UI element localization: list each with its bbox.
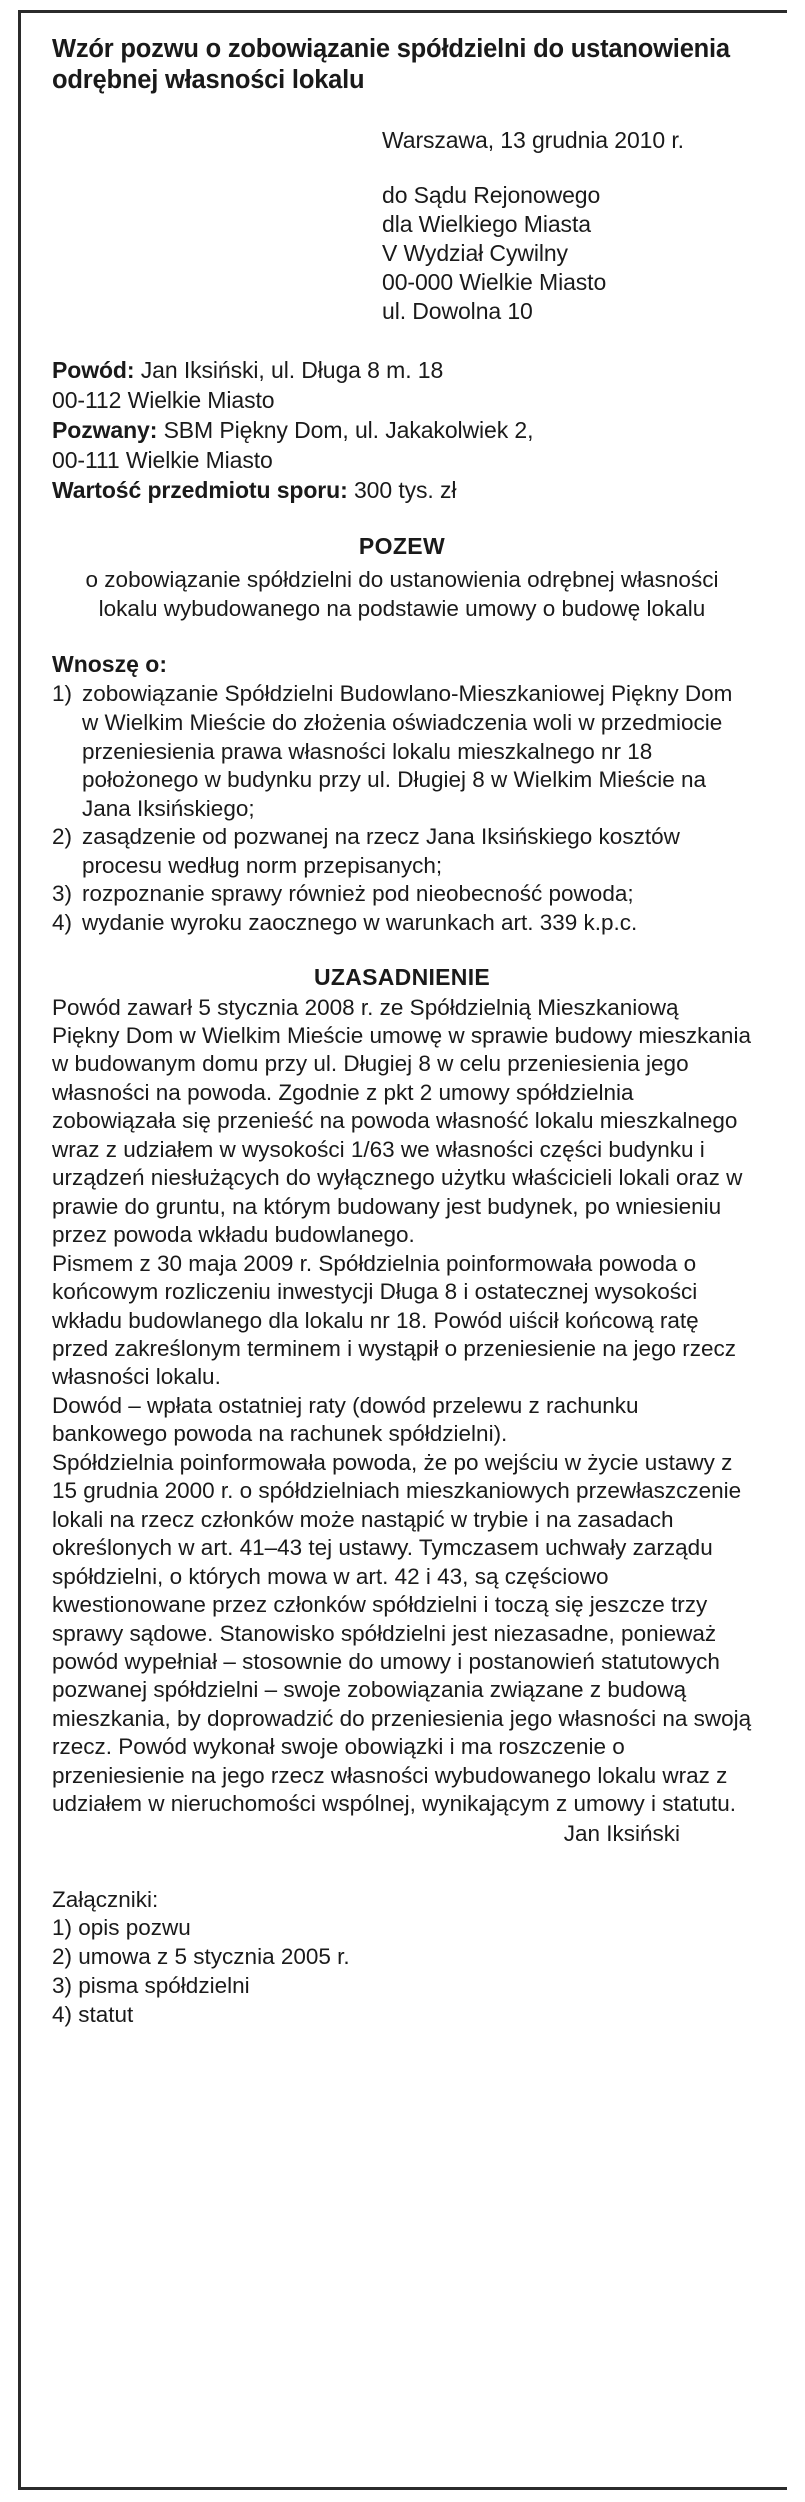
parties-block (52, 356, 752, 505)
subject-line-2: lokalu wybudowanego na podstawie umowy o budowę lokalu (98, 595, 706, 621)
list-item: 3) pisma spółdzielni (52, 1972, 250, 1998)
dispute-value-line (52, 476, 752, 505)
claim-number: 2) (52, 824, 73, 850)
justification-paragraph-2: Pismem z 30 maja 2009 r. Spółdzielnia poinformowała powoda o końcowym rozliczeniu inwestycji Długa 8 i ostatecznej wysokości wkładu budowlanego dla lokalu nr 18. Powód uiścił końcową ratę przed zakreślonym terminem i wystąpił o przeniesienie na jego rzecz własności lokalu. (52, 1250, 737, 1390)
list-item (52, 823, 752, 880)
dispute-value-label: Wartość przedmiotu sporu: (52, 476, 348, 503)
claim-number: 3) (52, 881, 73, 907)
court-line-5: ul. Dowolna 10 (382, 298, 533, 325)
court-address-block (382, 181, 752, 326)
claim-number: 4) (52, 909, 73, 935)
justification-paragraph-1: Powód zawarł 5 stycznia 2008 r. ze Spółdzielnią Mieszkaniową Piękny Dom w Wielkim Mieście umowę w sprawie budowy mieszkania w budowanym domu przy ul. Długiej 8 w celu przeniesienia jego własności na powoda. Zgodnie z pkt 2 umowy spółdzielnia zobowiązała się przenieść na powoda własność lokalu mieszkalnego wraz z udziałem w wysokości 1/63 we własności części budynku i urządzeń niesłużących do wyłącznego użytku właścicieli lokali oraz w prawie do gruntu, na którym budowany jest budynek, po wniesieniu przez powoda wkładu budowlanego. (52, 994, 751, 1248)
list-item (52, 680, 752, 823)
page-title: Wzór pozwu o zobowiązanie spółdzielni do ustanowienia odrębnej własności lokalu (52, 35, 730, 95)
uzasadnienie-heading: UZASADNIENIE (313, 963, 491, 990)
signature: Jan Iksiński (563, 1820, 680, 1846)
plaintiff-value: Jan Iksiński, ul. Długa 8 m. 18 (134, 357, 444, 384)
document-content (52, 34, 752, 2029)
pozew-heading: POZEW (358, 532, 446, 559)
pozew-subject (52, 566, 752, 624)
wnosze-label: Wnoszę o: (52, 651, 167, 678)
attachments-list (52, 1913, 752, 2029)
claim-text: zobowiązanie Spółdzielni Budowlano-Mieszkaniowej Piękny Dom w Wielkim Mieście do złożenia oświadczenia woli w przedmiocie przeniesienia prawa własności lokalu mieszkalnego nr 18 położonego w budynku przy ul. Długiej 8 w Wielkim Mieście na Jana Iksińskiego; (82, 681, 733, 821)
list-item (52, 909, 752, 938)
claim-number: 1) (52, 681, 73, 707)
list-item: 1) opis pozwu (52, 1914, 191, 1940)
claim-text: rozpoznanie sprawy również pod nieobecność powoda; (82, 881, 634, 907)
claim-text: wydanie wyroku zaocznego w warunkach art. 339 k.p.c. (82, 909, 638, 935)
defendant-line (52, 416, 752, 445)
subject-line-1: o zobowiązanie spółdzielni do ustanowienia odrębnej własności (85, 566, 719, 592)
plaintiff-label: Powód: (52, 357, 135, 384)
court-line-2: dla Wielkiego Miasta (382, 211, 591, 238)
court-line-1: do Sądu Rejonowego (382, 182, 601, 209)
justification-paragraph-3: Dowód – wpłata ostatniej raty (dowód przelewu z rachunku bankowego powoda na rachunek spółdzielni). (52, 1392, 639, 1447)
plaintiff-address: 00-112 Wielkie Miasto (52, 387, 275, 413)
plaintiff-line (52, 356, 752, 385)
place-and-date (382, 126, 752, 155)
court-line-4: 00-000 Wielkie Miasto (382, 269, 607, 296)
defendant-label: Pozwany: (52, 416, 158, 443)
list-item: 2) umowa z 5 stycznia 2005 r. (52, 1943, 350, 1969)
justification-paragraph-4: Spółdzielnia poinformowała powoda, że po wejściu w życie ustawy z 15 grudnia 2000 r. o spółdzielniach mieszkaniowych przewłaszczenie lokali na rzecz członków może nastąpić w trybie i na zasadach określonych w art. 41–43 tej ustawy. Tymczasem uchwały zarządu spółdzielni, o których mowa w art. 42 i 43, są częściowo kwestionowane przez członków spółdzielni i toczą się jeszcze trzy sprawy sądowe. Stanowisko spółdzielni jest niezasadne, ponieważ powód wypełniał – stosownie do umowy i postanowień statutowych pozwanej spółdzielni – swoje zobowiązania związane z budową mieszkania, by doprowadzić do przeniesienia jego własności na swoją rzecz. Powód wykonał swoje obowiązki i ma roszczenie o przeniesienie na jego rzecz własności wybudowanego lokalu wraz z udziałem w nieruchomości wspólnej, wynikającym z umowy i statutu. (52, 1449, 752, 1817)
court-line-3: V Wydział Cywilny (382, 240, 568, 267)
defendant-address: 00-111 Wielkie Miasto (52, 446, 273, 473)
dispute-value-amount: 300 tys. zł (347, 476, 457, 503)
attachments-label: Załączniki: (52, 1886, 159, 1912)
claims-list (52, 680, 752, 937)
claim-text: zasądzenie od pozwanej na rzecz Jana Iksińskiego kosztów procesu według norm przepisanych; (82, 824, 680, 878)
place-date-text: Warszawa, 13 grudnia 2010 r. (382, 127, 684, 154)
list-item: 4) statut (52, 2001, 134, 2027)
defendant-value: SBM Piękny Dom, ul. Jakakolwiek 2, (157, 416, 534, 443)
list-item (52, 880, 752, 909)
